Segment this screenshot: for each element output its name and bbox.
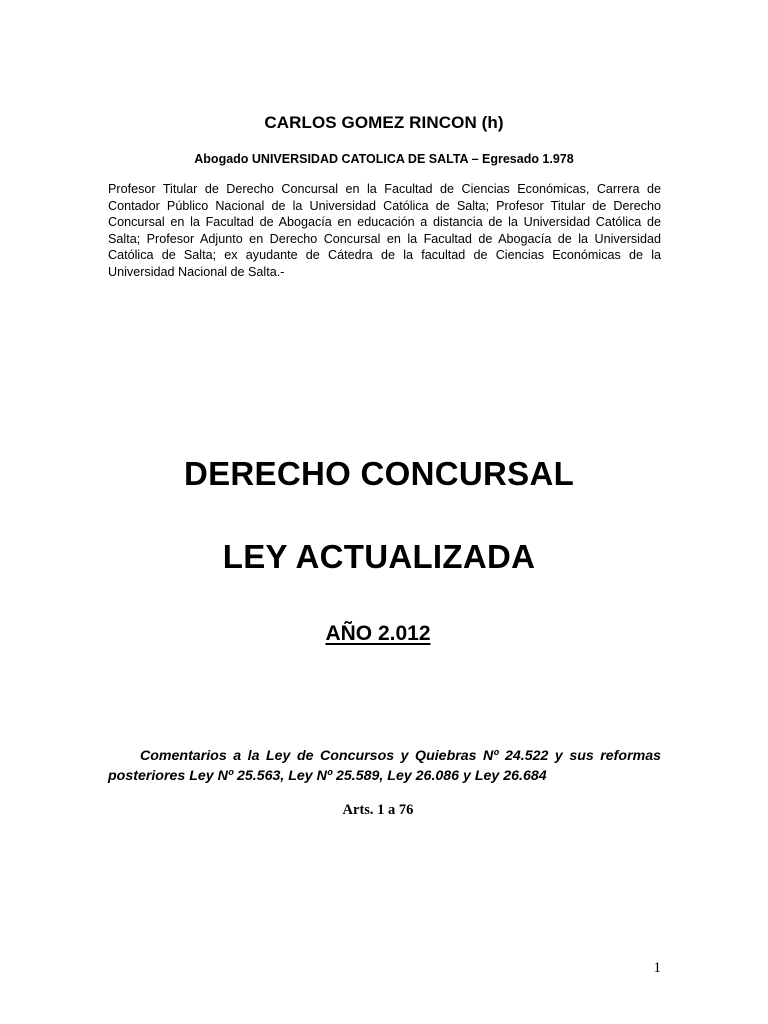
articles-range: Arts. 1 a 76 bbox=[342, 802, 414, 818]
page-number: 1 bbox=[653, 960, 661, 976]
author-name: CARLOS GOMEZ RINCON (h) bbox=[264, 113, 504, 132]
document-description: Comentarios a la Ley de Concursos y Quiebras Nº 24.522 y sus reformas posteriores Ley Nº 25.563, Ley Nº 25.589, Ley 26.086 y Ley 26.684 bbox=[108, 748, 661, 784]
document-subtitle: LEY ACTUALIZADA bbox=[222, 538, 536, 575]
author-bio: Profesor Titular de Derecho Concursal en la Facultad de Ciencias Económicas, Carrera de Contador Público Nacional de la Universidad Católica de Salta; Profesor Titular de Derecho Concursal en la Facultad de Abogacía en educación a distancia de la Universidad Católica de Salta; Profesor Adjunto en Derecho Concursal en la Facultad de Abogacía de la Universidad Católica de Salta; ex ayudante de Cátedra de la facultad de Ciencias Económicas de la Universidad Nacional de Salta.- bbox=[108, 182, 661, 279]
document-title: DERECHO CONCURSAL bbox=[183, 455, 575, 492]
document-year: AÑO 2.012 bbox=[325, 622, 431, 645]
author-credential: Abogado UNIVERSIDAD CATOLICA DE SALTA – Egresado 1.978 bbox=[194, 152, 574, 166]
